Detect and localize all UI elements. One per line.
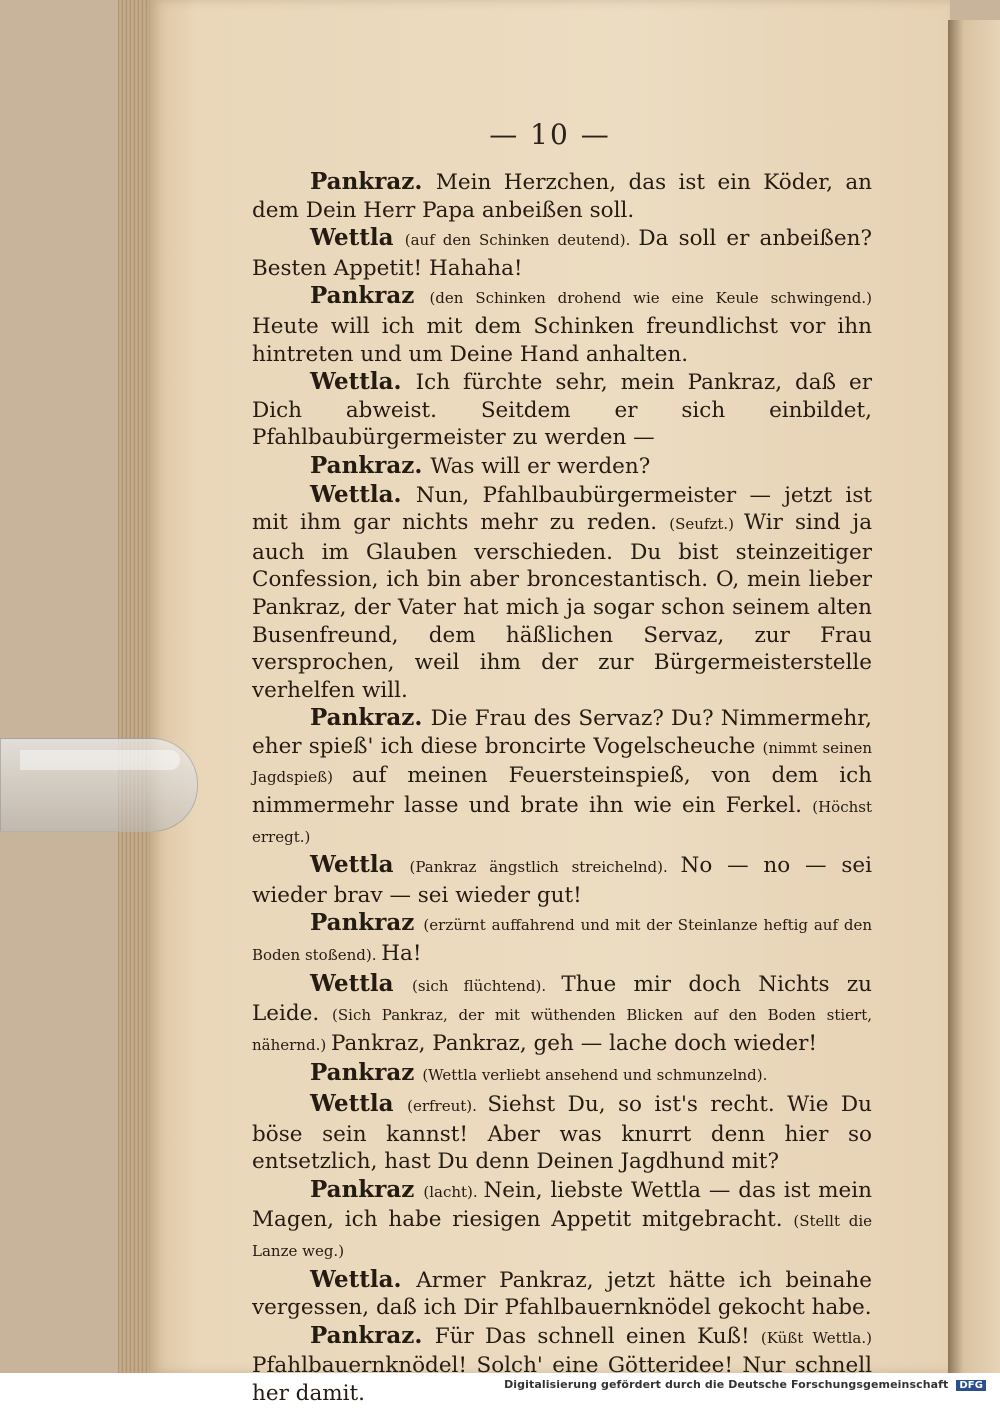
speaker-name: Wettla xyxy=(310,851,410,879)
dialogue-text: Armer Pankraz, jetzt hätte ich beinahe vergessen, daß ich Dir Pfahlbauernknödel gekocht habe. xyxy=(252,1267,873,1321)
stage-direction: (Seufzt.) xyxy=(669,515,744,534)
dialogue-paragraph xyxy=(252,368,872,452)
dialogue-text: Für Das schnell einen Kuß! xyxy=(434,1323,761,1349)
stage-direction: (nimmt seinen Jagdspieß) xyxy=(252,738,873,787)
dialogue-paragraph xyxy=(252,452,872,481)
page-number: — 10 — xyxy=(489,118,611,151)
speaker-name: Pankraz xyxy=(310,909,424,937)
dialogue-text: Die Frau des Servaz? Du? Nimmermehr, eher spieß' ich diese broncirte Vogelscheuche xyxy=(252,706,872,759)
dfg-logo: DFG xyxy=(956,1380,986,1391)
dialogue-paragraph xyxy=(252,168,872,224)
speaker-name: Pankraz. xyxy=(310,168,436,195)
speaker-name: Wettla. xyxy=(310,480,416,508)
stage-direction: (sich flüchtend). xyxy=(411,976,562,995)
facing-page-edge xyxy=(948,20,1000,1373)
dialogue-text: Ich fürchte sehr, mein Pankraz, daß er Dich abweist. Seitdem er sich einbildet, Pfahlbaubürgermeister zu werden — xyxy=(252,370,872,451)
stage-direction: (den Schinken drohend wie eine Keule schwingend.) xyxy=(429,289,872,308)
dialogue-text: Wir sind ja auch im Glauben verschieden. Du bist steinzeitiger Confession, ich bin aber broncestantisch. O, mein lieber Pankraz, der Vater hat mich ja sogar schon seinem alten Busenfreund, dem häßlichen Servaz, zur Frau versprochen, weil ihm der zur Bürgermeisterstelle verhelfen will. xyxy=(252,510,873,703)
dialogue-text: Thue mir doch Nichts zu Leide. xyxy=(252,971,872,1027)
dialogue-paragraph xyxy=(252,481,872,705)
dialogue-paragraph xyxy=(252,851,872,909)
dialogue-text: Ha! xyxy=(381,941,422,967)
dialogue-text: Pfahlbauernknödel! Solch' eine Götteridee! Nur schnell her damit. xyxy=(252,1353,872,1406)
stage-direction: (Höchst erregt.) xyxy=(252,798,872,846)
speaker-name: Wettla xyxy=(310,1090,408,1117)
dialogue-paragraph xyxy=(252,704,872,851)
clip-shine xyxy=(20,750,180,770)
speaker-name: Wettla. xyxy=(310,1265,417,1293)
stage-direction: (erfreut). xyxy=(407,1097,488,1115)
footer-text: Digitalisierung gefördert durch die Deutsche Forschungsgemeinschaft xyxy=(504,1378,949,1391)
speaker-name: Wettla xyxy=(310,224,405,252)
play-text xyxy=(252,168,872,1408)
dialogue-text: Nun, Pfahlbaubürgermeister — jetzt ist mit ihm gar nichts mehr zu reden. xyxy=(252,482,872,536)
dialogue-paragraph xyxy=(252,224,872,282)
stage-direction: (erzürnt auffahrend und mit der Steinlanze heftig auf den Boden stoßend). xyxy=(252,916,872,965)
speaker-name: Pankraz. xyxy=(310,1321,435,1349)
stage-direction: (Küßt Wettla.) xyxy=(760,1328,872,1347)
dialogue-text: Was will er werden? xyxy=(430,453,651,479)
dialogue-text: Nein, liebste Wettla — das ist mein Magen, ich habe riesigen Appetit mitgebracht. xyxy=(252,1177,872,1233)
speaker-name: Pankraz xyxy=(310,1059,423,1087)
dialogue-paragraph xyxy=(252,1266,872,1322)
dialogue-text: auf meinen Feuersteinspieß, von dem ich nimmermehr lasse und brate ihn wie ein Ferkel. xyxy=(252,763,872,819)
dialogue-text: Da soll er anbeißen? Besten Appetit! Hahaha! xyxy=(252,226,873,281)
footer xyxy=(504,1378,986,1391)
stage-direction: (Sich Pankraz, der mit wüthenden Blicken auf den Boden stiert, nähernd.) xyxy=(252,1006,872,1054)
dialogue-paragraph xyxy=(252,1322,872,1408)
dialogue-text: Mein Herzchen, das ist ein Köder, an dem Dein Herr Papa anbeißen soll. xyxy=(252,170,872,223)
stage-direction: (auf den Schinken deutend). xyxy=(404,231,639,250)
stage-direction: (Stellt die Lanze weg.) xyxy=(252,1212,873,1260)
stage-direction: (Pankraz ängstlich streichelnd). xyxy=(409,858,681,877)
stage-direction: (Wettla verliebt ansehend und schmunzelnd). xyxy=(422,1066,768,1085)
dialogue-paragraph xyxy=(252,970,872,1060)
speaker-name: Pankraz xyxy=(310,282,430,310)
dialogue-text: No — no — sei wieder brav — sei wieder gut! xyxy=(252,853,872,908)
stage-direction: (lacht). xyxy=(423,1182,484,1201)
dialogue-text: Siehst Du, so ist's recht. Wie Du böse sein kannst! Aber was knurrt denn hier so entsetzlich, hast Du denn Deinen Jagdhund mit? xyxy=(252,1092,873,1175)
dialogue-paragraph xyxy=(252,1176,872,1266)
dialogue-text: Heute will ich mit dem Schinken freundlichst vor ihn hintreten und um Deine Hand anhalten. xyxy=(252,313,872,367)
speaker-name: Wettla. xyxy=(310,368,416,396)
dialogue-paragraph xyxy=(252,909,872,969)
dialogue-paragraph xyxy=(252,1059,872,1090)
dialogue-paragraph xyxy=(252,282,872,368)
dialogue-paragraph xyxy=(252,1090,872,1176)
speaker-name: Pankraz. xyxy=(310,704,431,732)
speaker-name: Pankraz xyxy=(310,1175,424,1203)
speaker-name: Pankraz. xyxy=(310,451,431,479)
speaker-name: Wettla xyxy=(310,969,412,997)
dialogue-text: Pankraz, Pankraz, geh — lache doch wieder! xyxy=(330,1030,818,1056)
